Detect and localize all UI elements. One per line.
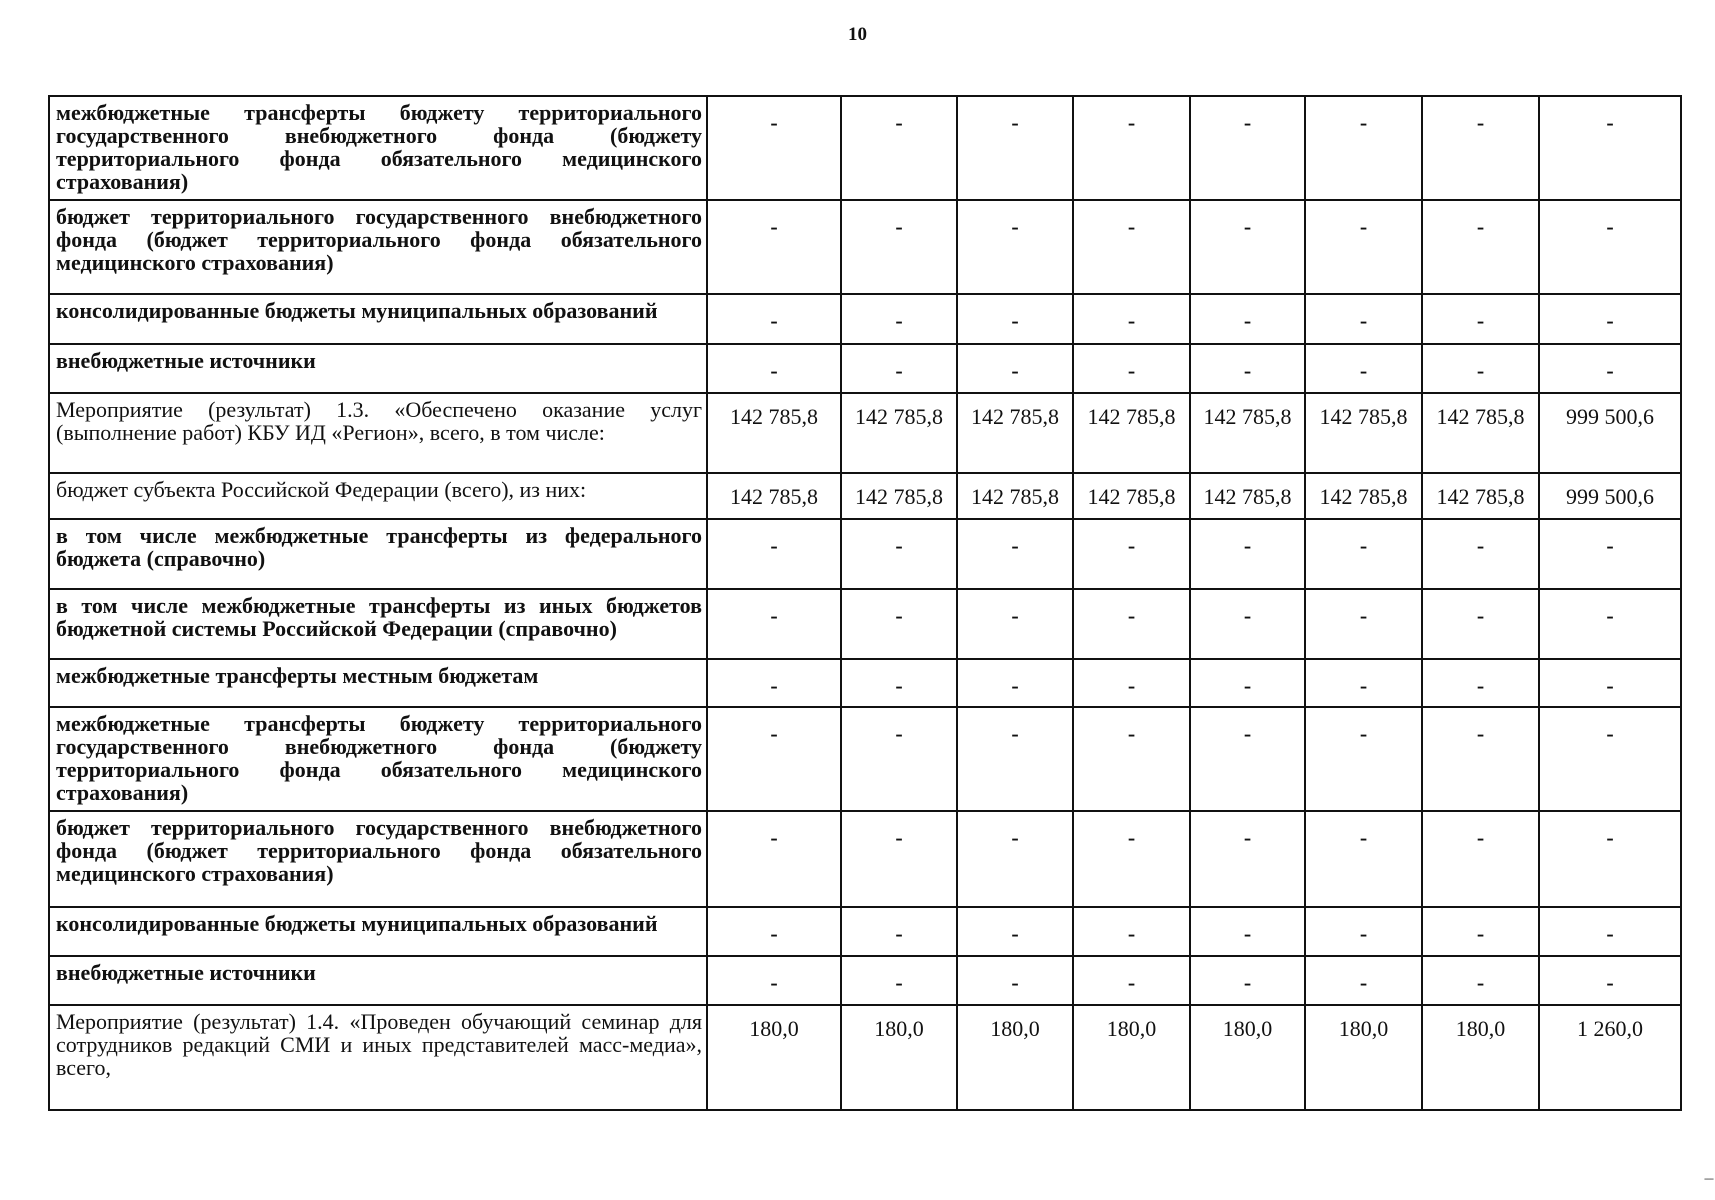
value-cell: - [1073,96,1190,200]
value-cell: - [1305,200,1422,294]
value-cell: 180,0 [957,1005,1073,1110]
value-cell: - [1190,907,1305,956]
value-cell: - [707,294,841,344]
value-cell: 142 785,8 [1305,393,1422,473]
value-cell: - [841,811,957,907]
value-cell: 180,0 [707,1005,841,1110]
value-cell: - [707,344,841,393]
value-cell: - [1305,659,1422,707]
value-cell: - [1073,956,1190,1005]
table-body [49,96,1681,1110]
value-cell: - [707,96,841,200]
value-cell: 142 785,8 [957,473,1073,519]
value-cell: - [841,344,957,393]
row-label: межбюджетные трансферты местным бюджетам [49,659,707,707]
value-cell: - [1073,519,1190,589]
value-cell: - [957,707,1073,811]
value-cell: 180,0 [1422,1005,1539,1110]
value-cell: - [1539,200,1681,294]
value-cell: - [841,294,957,344]
value-cell: 999 500,6 [1539,393,1681,473]
value-cell: - [1422,200,1539,294]
value-cell: - [1305,294,1422,344]
table-row [49,659,1681,707]
value-cell: - [707,956,841,1005]
value-cell: 180,0 [1190,1005,1305,1110]
value-cell: 142 785,8 [1422,393,1539,473]
value-cell: 142 785,8 [1422,473,1539,519]
value-cell: - [1539,589,1681,659]
value-cell: - [1539,96,1681,200]
value-cell: - [1422,589,1539,659]
value-cell: 142 785,8 [1190,473,1305,519]
row-label: бюджет территориального государственного внебюджетного фонда (бюджет территориального фонда обязательного медицинского страхования) [49,811,707,907]
page-number: 10 [848,24,867,45]
row-label: межбюджетные трансферты бюджету территориального государственного внебюджетного фонда (бюджету территориального фонда обязательного медицинского страхования) [49,707,707,811]
value-cell: - [1539,294,1681,344]
row-label: бюджет субъекта Российской Федерации (всего), из них: [49,473,707,519]
value-cell: - [707,519,841,589]
value-cell: - [1305,344,1422,393]
row-label: в том числе межбюджетные трансферты из иных бюджетов бюджетной системы Российской Федерации (справочно) [49,589,707,659]
value-cell: - [1539,344,1681,393]
value-cell: - [1073,659,1190,707]
value-cell: - [841,659,957,707]
row-label: внебюджетные источники [49,956,707,1005]
budget-table [48,95,1682,1111]
table-row [49,519,1681,589]
value-cell: - [1190,200,1305,294]
row-label: межбюджетные трансферты бюджету территориального государственного внебюджетного фонда (бюджету территориального фонда обязательного медицинского страхования) [49,96,707,200]
table-row [49,589,1681,659]
table-row [49,956,1681,1005]
value-cell: - [957,659,1073,707]
value-cell: - [841,707,957,811]
value-cell: - [841,907,957,956]
value-cell: - [957,956,1073,1005]
value-cell: - [1422,707,1539,811]
value-cell: 1 260,0 [1539,1005,1681,1110]
value-cell: - [1073,589,1190,659]
value-cell: - [1073,344,1190,393]
value-cell: - [1422,811,1539,907]
value-cell: - [1190,294,1305,344]
value-cell: - [1073,294,1190,344]
value-cell: - [1190,344,1305,393]
value-cell: - [1190,707,1305,811]
value-cell: - [957,96,1073,200]
value-cell: - [841,956,957,1005]
value-cell: - [1305,519,1422,589]
value-cell: - [1305,811,1422,907]
value-cell: - [1422,907,1539,956]
value-cell: - [957,294,1073,344]
value-cell: - [957,200,1073,294]
table-row [49,344,1681,393]
value-cell: - [707,811,841,907]
value-cell: - [707,907,841,956]
value-cell: - [707,589,841,659]
value-cell: 142 785,8 [841,393,957,473]
row-label: внебюджетные источники [49,344,707,393]
table-row [49,707,1681,811]
value-cell: 142 785,8 [1073,393,1190,473]
value-cell: - [1422,956,1539,1005]
value-cell: - [707,707,841,811]
value-cell: - [1539,956,1681,1005]
corner-mark: --- [1704,1171,1713,1185]
value-cell: - [1539,707,1681,811]
row-label: консолидированные бюджеты муниципальных образований [49,907,707,956]
table-row [49,473,1681,519]
value-cell: - [1305,907,1422,956]
value-cell: - [957,811,1073,907]
row-label: Мероприятие (результат) 1.3. «Обеспечено оказание услуг (выполнение работ) КБУ ИД «Регион», всего, в том числе: [49,393,707,473]
value-cell: - [1539,907,1681,956]
table-row [49,96,1681,200]
value-cell: 142 785,8 [707,473,841,519]
value-cell: - [1305,96,1422,200]
value-cell: - [1422,519,1539,589]
value-cell: - [957,589,1073,659]
table-row [49,393,1681,473]
value-cell: - [957,519,1073,589]
row-label: бюджет территориального государственного внебюджетного фонда (бюджет территориального фонда обязательного медицинского страхования) [49,200,707,294]
value-cell: - [1305,589,1422,659]
value-cell: - [841,96,957,200]
row-label: в том числе межбюджетные трансферты из федерального бюджета (справочно) [49,519,707,589]
value-cell: - [957,907,1073,956]
value-cell: - [1190,659,1305,707]
row-label: Мероприятие (результат) 1.4. «Проведен обучающий семинар для сотрудников редакций СМИ и иных представителей масс-медиа», всего, [49,1005,707,1110]
value-cell: - [1539,811,1681,907]
value-cell: - [1422,96,1539,200]
value-cell: - [841,519,957,589]
value-cell: - [1073,907,1190,956]
value-cell: 180,0 [841,1005,957,1110]
value-cell: 142 785,8 [1190,393,1305,473]
value-cell: 142 785,8 [957,393,1073,473]
value-cell: 180,0 [1305,1005,1422,1110]
value-cell: 142 785,8 [841,473,957,519]
value-cell: 999 500,6 [1539,473,1681,519]
table-row [49,200,1681,294]
value-cell: 142 785,8 [1305,473,1422,519]
value-cell: - [841,200,957,294]
value-cell: - [1422,294,1539,344]
table-row [49,294,1681,344]
value-cell: - [1422,659,1539,707]
value-cell: - [1190,96,1305,200]
value-cell: 142 785,8 [707,393,841,473]
value-cell: - [1539,519,1681,589]
value-cell: - [1190,956,1305,1005]
value-cell: - [707,659,841,707]
value-cell: - [1073,811,1190,907]
value-cell: - [1190,589,1305,659]
value-cell: - [841,589,957,659]
value-cell: - [1073,707,1190,811]
value-cell: - [1190,519,1305,589]
value-cell: - [1422,344,1539,393]
table-row [49,907,1681,956]
value-cell: 142 785,8 [1073,473,1190,519]
value-cell: - [707,200,841,294]
value-cell: - [1539,659,1681,707]
value-cell: - [1190,811,1305,907]
table-row [49,1005,1681,1110]
value-cell: - [1305,707,1422,811]
value-cell: - [1305,956,1422,1005]
value-cell: - [1073,200,1190,294]
table-row [49,811,1681,907]
value-cell: - [957,344,1073,393]
value-cell: 180,0 [1073,1005,1190,1110]
row-label: консолидированные бюджеты муниципальных образований [49,294,707,344]
